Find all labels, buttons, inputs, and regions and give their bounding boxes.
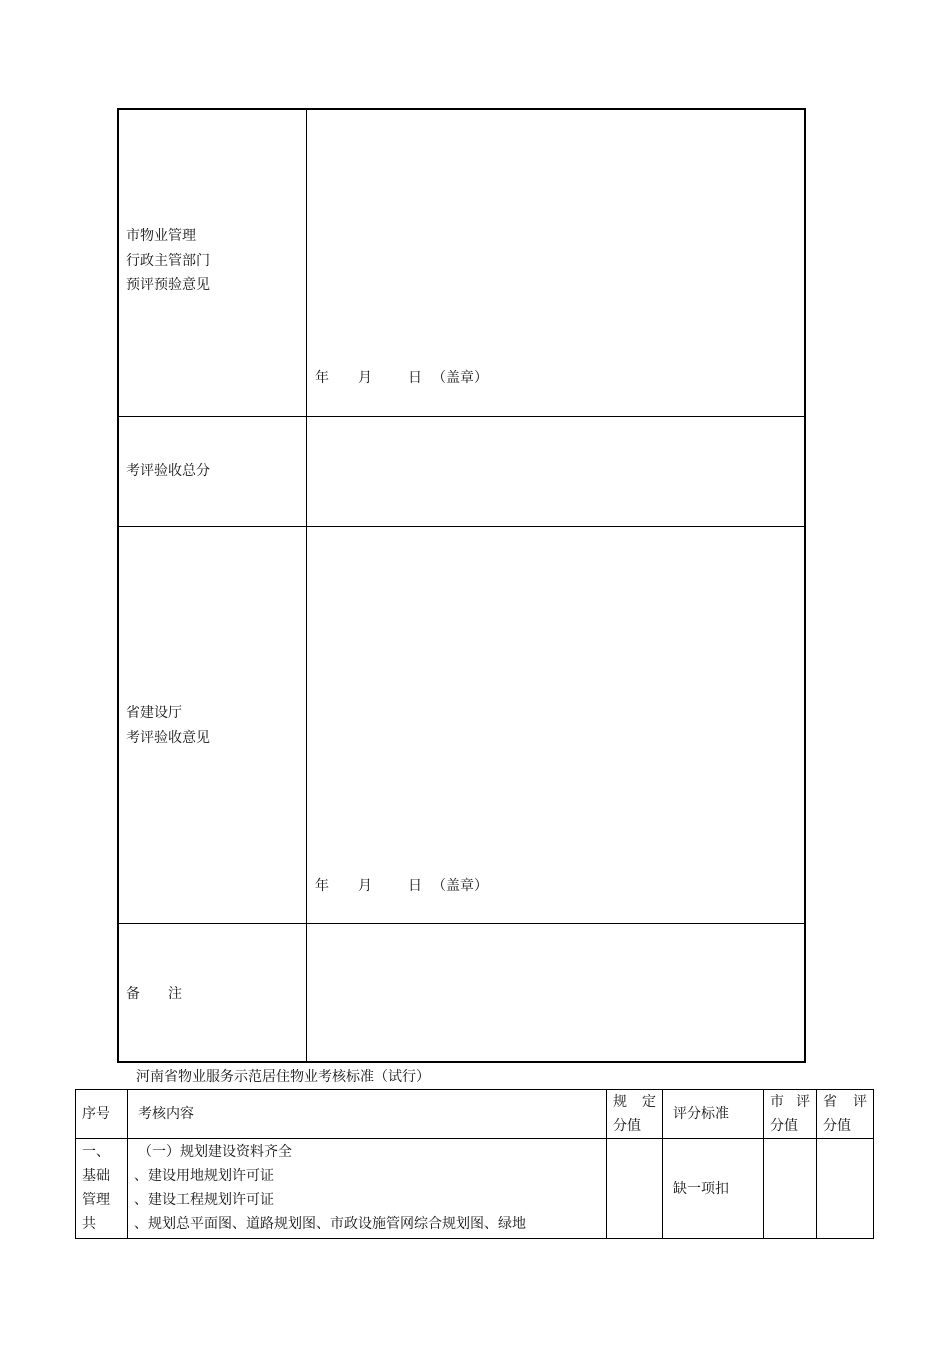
header-points: 规 定 分值 (607, 1090, 663, 1139)
form-column-divider (306, 110, 307, 1061)
header-content: 考核内容 (128, 1090, 607, 1139)
row-city-score (764, 1139, 817, 1239)
row-index: 一、 基础 管理 共 (76, 1139, 128, 1239)
province-signature-date-line: 年 月 日 （盖章） (315, 878, 488, 894)
table-row (76, 1139, 874, 1239)
row-province-score (817, 1139, 874, 1239)
remarks-label: 备 注 (126, 986, 182, 1002)
row-points (607, 1139, 663, 1239)
form-row-divider (119, 416, 804, 417)
row-content: （一）规划建设资料齐全 、建设用地规划许可证 、建设工程规划许可证 、规划总平面图、道路规划图、市政设施管网综合规划图、绿地 (128, 1139, 607, 1239)
city-signature-date-line: 年 月 日 （盖章） (315, 370, 488, 386)
row-criteria: 缺一项扣 (663, 1139, 764, 1239)
standards-table (75, 1089, 874, 1239)
header-province-score: 省 评 分值 (817, 1090, 874, 1139)
header-criteria: 评分标准 (663, 1090, 764, 1139)
header-index: 序号 (76, 1090, 128, 1139)
form-row-divider (119, 526, 804, 527)
total-score-label: 考评验收总分 (126, 463, 210, 479)
province-opinion-label: 省建设厅 考评验收意见 (126, 705, 210, 746)
city-preassessment-label: 市物业管理 行政主管部门 预评预验意见 (126, 228, 210, 293)
form-row-divider (119, 923, 804, 924)
header-city-score: 市 评 分值 (764, 1090, 817, 1139)
standards-title: 河南省物业服务示范居住物业考核标准（试行） (136, 1069, 430, 1085)
approval-form (117, 108, 806, 1063)
table-header-row (76, 1090, 874, 1139)
